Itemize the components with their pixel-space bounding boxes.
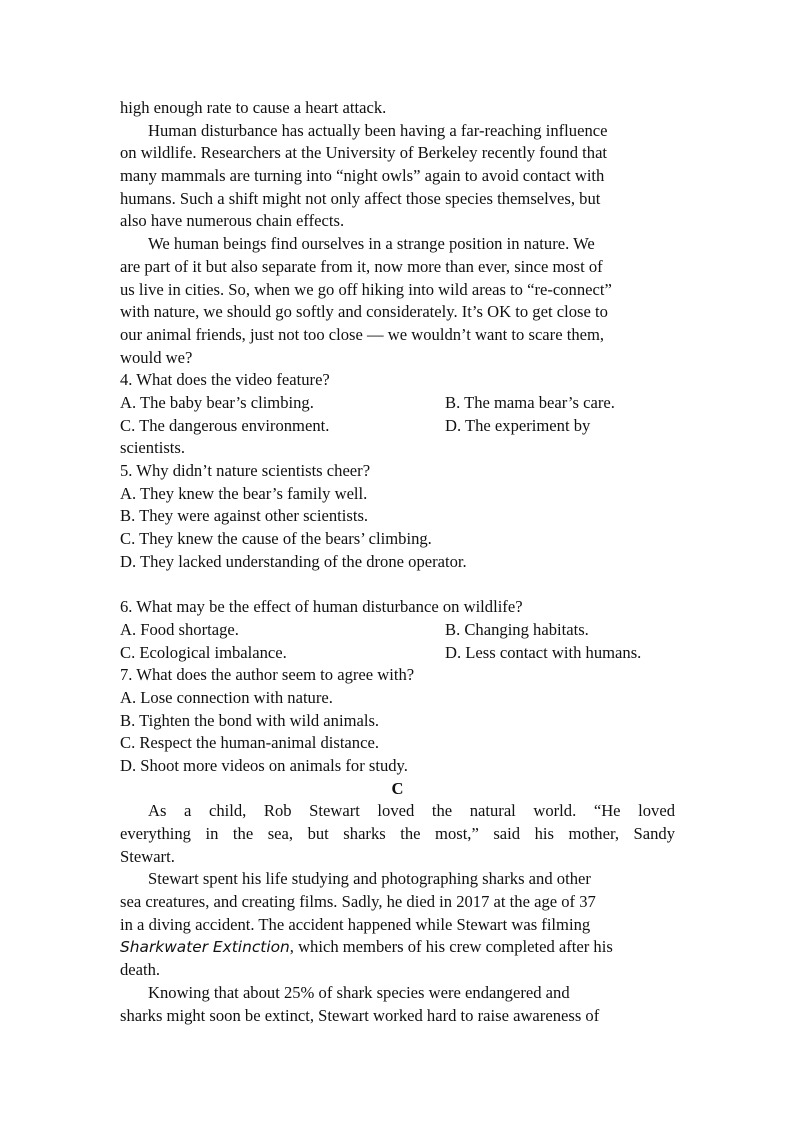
option-c: C. Ecological imbalance. bbox=[120, 642, 287, 662]
passage-text: , which members of his crew completed after his bbox=[289, 937, 613, 957]
passage-line: death. bbox=[120, 960, 161, 980]
option-b: B. Changing habitats. bbox=[445, 619, 589, 639]
passage-line: are part of it but also separate from it, now more than ever, since most of bbox=[120, 256, 603, 276]
option-c: C. They knew the cause of the bears’ climbing. bbox=[120, 529, 432, 549]
option-a: A. Lose connection with nature. bbox=[120, 687, 333, 707]
passage-line: Stewart spent his life studying and photographing sharks and other bbox=[148, 869, 591, 889]
blank-line bbox=[120, 573, 675, 596]
passage-line: many mammals are turning into “night owls” again to avoid contact with bbox=[120, 166, 605, 186]
option-d: D. They lacked understanding of the drone operator. bbox=[120, 551, 467, 571]
passage-line: on wildlife. Researchers at the University of Berkeley recently found that bbox=[120, 143, 608, 163]
passage-line: Stewart. bbox=[120, 846, 175, 866]
question-6-options-row bbox=[120, 642, 675, 665]
passage-line: As a child, Rob Stewart loved the natural world. “He loved bbox=[148, 801, 675, 821]
document-page bbox=[120, 97, 675, 1027]
option-b: B. They were against other scientists. bbox=[120, 506, 369, 526]
section-heading: C bbox=[391, 778, 404, 798]
passage-line: with nature, we should go softly and considerately. It’s OK to get close to bbox=[120, 302, 608, 322]
passage-line: We human beings find ourselves in a strange position in nature. We bbox=[148, 234, 595, 254]
passage-line: in a diving accident. The accident happened while Stewart was filming bbox=[120, 914, 591, 934]
passage-line: sea creatures, and creating films. Sadly, he died in 2017 at the age of 37 bbox=[120, 892, 596, 912]
passage-line: Human disturbance has actually been having a far-reaching influence bbox=[148, 120, 608, 140]
film-title: Sharkwater Extinction bbox=[120, 938, 290, 957]
passage-line: everything in the sea, but sharks the most,” said his mother, Sandy bbox=[120, 824, 675, 843]
passage-line: us live in cities. So, when we go off hiking into wild areas to “re-connect” bbox=[120, 279, 612, 299]
passage-line: sharks might soon be extinct, Stewart worked hard to raise awareness of bbox=[120, 1005, 600, 1025]
option-a: A. The baby bear’s climbing. bbox=[120, 392, 314, 412]
option-a: A. They knew the bear’s family well. bbox=[120, 483, 368, 503]
option-d: D. Less contact with humans. bbox=[445, 642, 642, 662]
question-4-options-row bbox=[120, 415, 675, 438]
option-d-continuation: scientists. bbox=[120, 438, 185, 458]
passage-line: humans. Such a shift might not only affect those species themselves, but bbox=[120, 188, 601, 208]
option-d: D. The experiment by bbox=[445, 415, 591, 435]
passage-line: would we? bbox=[120, 347, 193, 367]
question-5-stem: 5. Why didn’t nature scientists cheer? bbox=[120, 461, 371, 480]
question-7-stem: 7. What does the author seem to agree with? bbox=[120, 665, 415, 685]
question-4-options-row bbox=[120, 392, 675, 415]
passage-line: also have numerous chain effects. bbox=[120, 211, 345, 231]
option-c: C. The dangerous environment. bbox=[120, 415, 330, 435]
option-a: A. Food shortage. bbox=[120, 619, 239, 639]
option-b: B. Tighten the bond with wild animals. bbox=[120, 710, 380, 730]
option-b: B. The mama bear’s care. bbox=[445, 392, 615, 412]
option-c: C. Respect the human-animal distance. bbox=[120, 733, 379, 753]
passage-line: our animal friends, just not too close — we wouldn’t want to scare them, bbox=[120, 324, 605, 344]
option-d: D. Shoot more videos on animals for study. bbox=[120, 755, 408, 775]
passage-line: Knowing that about 25% of shark species were endangered and bbox=[148, 982, 570, 1002]
question-4-stem: 4. What does the video feature? bbox=[120, 370, 330, 390]
passage-line: high enough rate to cause a heart attack. bbox=[120, 98, 387, 117]
question-6-options-row bbox=[120, 619, 675, 642]
question-6-stem: 6. What may be the effect of human disturbance on wildlife? bbox=[120, 597, 523, 617]
passage-line bbox=[120, 936, 675, 959]
